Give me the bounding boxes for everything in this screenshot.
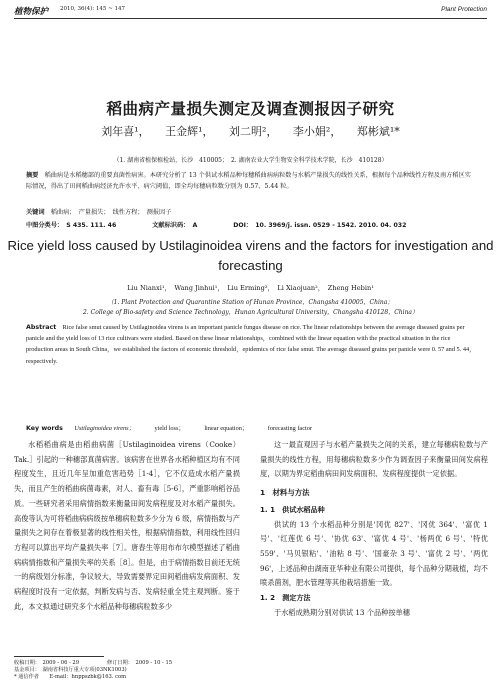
abstract-cn-text: 稻曲病是水稻穗部的重要真菌性病害。本研究分析了 13 个供试水稻品种每穗稻曲病病粒数与水稻产量损失的线性关系，根据每个品种线性方程及南方稻区实际情况，得出了田间稻曲病经济允许水平、病穴阈值，即全均每穗病粒数分别为 0.57、5.44 粒。 [26, 172, 471, 191]
body-column-right [260, 438, 488, 620]
body-paragraph: 水稻稻曲病是由稻曲病菌［Ustilaginoidea virens（Cooke）Tak.］引起的一种穗部真菌病害。该病害在世界各水稻种植区均有不同程度发生，且近几年呈加重危害趋势［1-4］，它不仅造成水稻产量损失，而且产生的稻曲病菌毒素，对人、畜有毒［5-6］，严重影响稻谷品质。一些研究者采用病情指数来衡量田间发病程度及对水稻产量损失。高俊等认为可将稻曲病病级按单穗病粒数多少分为 6 级，病情指数与产量损失之间存在着极显著的线性相关性，根据病情指数，利用线性回归方程可以算出平均产量损失率［7］。唐春生等用布布尔模型描述了稻曲病病情指数和产量损失率的关系［8］。但是，由于病情指数目前还无统一的病级划分标准，争议较大，导致需要界定田间稻曲病发病面积、发病程度时没有一定依据，判断发病与否、发病轻重全凭主观判断。鉴于此，本文拟通过研究多个水稻品种每穗病粒数多少 [14, 440, 240, 611]
section-heading: 1 材料与方法 [260, 488, 310, 498]
abstract-en [26, 322, 477, 367]
footnote-contact: * 通信作者 E-mail：hnppszbk@163. com [14, 674, 127, 680]
keywords-cn-text: 稻曲病； 产量损失； 线性方程； 测报因子 [50, 209, 172, 216]
keywords-en [26, 423, 330, 432]
doi: DOI： 10. 3969/j. issn. 0529 - 1542. 2010. 04. 032 [233, 222, 407, 229]
subsection-heading: 1. 2 测定方法 [260, 593, 311, 603]
affiliation-en-1: （1. Plant Protection and Quarantine Station of Hunan Province，Changsha 410005，China； [107, 299, 394, 306]
keywords-cn-label: 关键词 [26, 209, 45, 216]
abstract-en-label: Abstract [26, 324, 57, 331]
footnote-fund: 基金项目： 湖南省科技厅重大专项(03NK1003) [14, 667, 127, 673]
abstract-cn-label: 摘要 [26, 172, 39, 179]
subsection-heading: 1. 1 供试水稻品种 [260, 504, 325, 514]
abstract-en-text: Rice false smut caused by Ustilaginoidea virens is an important panicle fungus disease on rice. The linear relationships between the average diseased grains per panicle and the yield loss of 13 rice cultivars were studied. Based on these linear relationships，combined with the linear equation with the practical situation in the rice production areas in South China，we established the factors of economic threshold，epidemics of rice false smut. The average diseased grains per panicle were 0. 57 and 5. 44，respectively. [26, 324, 476, 365]
affiliation-cn: （1. 湖南省植保植检站，长沙 410005； 2. 湖南农业大学生物安全科学技术学院，长沙 410128） [113, 157, 388, 164]
keyword-en-3: linear equation； [204, 425, 249, 432]
document-code: 文献标识码： A [152, 222, 198, 229]
volume-info: 2010, 36(4): 145 ~ 147 [60, 6, 125, 12]
keyword-en-1: Ustilaginoidea virens； [74, 425, 135, 432]
keywords-cn [26, 207, 477, 218]
keyword-en-2: yield loss； [154, 425, 185, 432]
revised-date: 修订日期： 2009 - 10 - 15 [107, 660, 173, 666]
authors-cn: 刘年喜¹， 王金辉¹， 刘二明²， 李小娟²， 郑彬斌¹* [101, 125, 400, 138]
body-paragraph: 于水稻成熟期分别对供试 13 个品种按单穗 [274, 607, 410, 617]
paper-title-en: Rice yield loss caused by Ustilaginoidea virens and the factors for investigation and forecasting [7, 238, 494, 273]
paper-title-cn: 稻曲病产量损失测定及调查测报因子研究 [106, 100, 395, 118]
received-date: 收稿日期： 2009 - 06 - 29 [14, 660, 80, 666]
affiliation-en-2: 2. College of Bio-safety and Science Technology，Hunan Agricultural University，Changsha 410128，China） [82, 309, 419, 316]
header-rule [14, 18, 487, 19]
abstract-cn [26, 170, 477, 192]
body-paragraph: 供试的 13 个水稻品种分别是'冈优 827'、'冈优 364'、'富优 1 号'、'红莲优 6 号'、'协优 63'、'富优 4 号'、'杨两优 6 号'、'特优 559'、'马贝银粘'、'油粘 8 号'、'国豪杂 3 号'、'富优 2 号'、'两优 96'，上述品种由湖南亚华种业有限公司提供，每个品种分期栽植，均不喷杀菌剂，肥水管理等其他栽培措施一致。 [260, 519, 488, 588]
clc-number: 中图分类号： S 435. 111. 46 [26, 222, 117, 229]
journal-name-en: Plant Protection [441, 6, 487, 13]
classification-row [26, 220, 486, 229]
footnote-rule [14, 656, 104, 657]
keywords-en-label: Key words [26, 425, 63, 432]
footnote-dates [14, 660, 172, 667]
authors-en: Liu Nianxi¹， Wang Jinhui¹， Liu Erming²， Li Xiaojuan²， Zheng Hebin¹ [127, 284, 374, 292]
body-column-left [14, 438, 240, 614]
keyword-en-4: forecasting factor [267, 425, 313, 432]
journal-logo: 植物保护 [14, 7, 49, 17]
body-paragraph: 这一最直观因子与水稻产量损失之间的关系，建立每穗病粒数与产量损失的线性方程，用每穗病粒数多少作为调查因子来衡量田间发病程度，以期为界定稻曲病田间发病面积、发病程度提供一定依据。 [260, 440, 488, 479]
